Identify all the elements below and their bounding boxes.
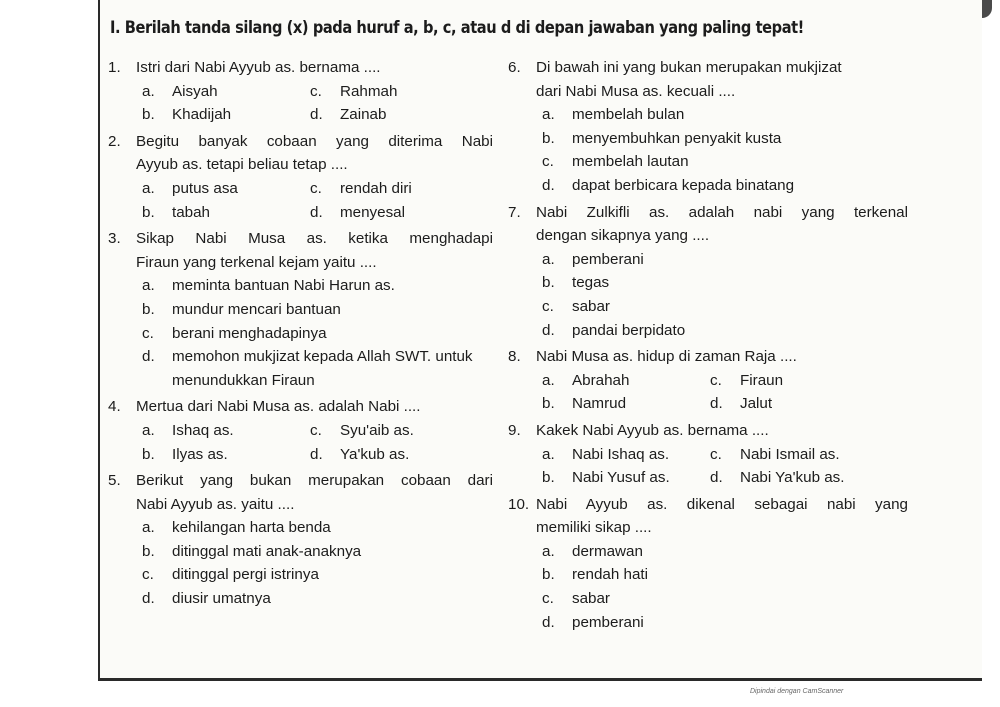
option-text: berani menghadapinya [172,324,327,342]
option-b[interactable] [142,298,493,322]
options [108,419,493,466]
option-letter: d. [710,469,723,487]
option-letter: a. [542,371,555,389]
option-letter: a. [142,277,155,295]
option-letter: c. [542,590,554,608]
question-number: 5. [108,472,121,490]
option-a[interactable] [142,177,310,201]
options [508,540,908,634]
option-text: diusir umatnya [172,590,271,608]
option-a[interactable] [542,443,710,467]
question-7 [508,201,908,343]
option-text: Nabi Yusuf as. [572,469,670,487]
options [508,248,908,342]
option-letter: a. [542,106,555,124]
option-text: Zainab [340,106,387,124]
option-text: Namrud [572,395,627,413]
option-text: Ishaq as. [172,421,234,439]
option-letter: d. [310,106,323,124]
right-question-column [508,56,908,634]
option-c[interactable] [142,563,493,587]
option-letter: d. [542,176,555,194]
option-text: sabar [572,297,610,315]
question-text: Nabi Musa as. hidup di zaman Raja .... [536,348,797,366]
option-letter: a. [142,421,155,439]
option-b[interactable] [142,201,310,225]
option-letter: b. [542,469,555,487]
option-letter: d. [710,395,723,413]
option-b[interactable] [542,271,908,295]
option-letter: a. [542,445,555,463]
option-text: Nabi Ya'kub as. [740,469,845,487]
option-c[interactable] [710,443,908,467]
question-text: Di bawah ini yang bukan merupakan mukjizat [536,59,842,76]
option-b[interactable] [542,563,908,587]
option-a[interactable] [142,80,310,104]
option-letter: a. [542,250,555,268]
question-5 [108,469,493,611]
option-text: Khadijah [172,106,232,124]
question-number: 10. [508,495,530,513]
option-b[interactable] [142,443,310,467]
question-10 [508,493,908,635]
option-text: Rahmah [340,82,398,100]
option-letter: c. [142,566,154,584]
option-c[interactable] [310,419,493,443]
question-number: 7. [508,203,521,221]
options [108,177,493,224]
question-number: 3. [108,230,121,248]
option-letter: c. [710,445,722,463]
option-c[interactable] [542,295,908,319]
option-letter: b. [142,106,155,124]
question-number: 4. [108,398,121,416]
question-text: Mertua dari Nabi Musa as. adalah Nabi .... [136,398,421,416]
option-letter: a. [142,179,155,197]
option-text: tegas [572,274,610,292]
option-text: pemberani [572,250,644,268]
option-letter: c. [542,297,554,315]
option-letter: d. [142,348,155,366]
option-text: Syu'aib as. [340,421,414,439]
question-number: 6. [508,59,521,76]
option-c[interactable] [542,587,908,611]
question-6 [508,56,908,198]
option-letter: b. [542,566,555,584]
option-d[interactable] [142,345,493,392]
question-text: Sikap Nabi Musa as. ketika menghadapi [136,230,493,248]
option-b[interactable] [542,466,710,490]
option-letter: d. [310,203,323,221]
option-text: putus asa [172,179,238,197]
option-b[interactable] [542,392,710,416]
option-text: membelah lautan [572,153,689,171]
option-letter: b. [542,274,555,292]
option-text: Ya'kub as. [340,445,410,463]
left-question-column [108,56,493,611]
option-letter: d. [142,590,155,608]
option-a[interactable] [542,540,908,564]
question-text-cont: Nabi Ayyub as. yaitu .... [136,495,295,513]
question-text: Kakek Nabi Ayyub as. bernama .... [536,421,769,439]
scanner-watermark: Dipindai dengan CamScanner [750,688,844,695]
question-text: Nabi Ayyub as. dikenal sebagai nabi yang [536,495,908,513]
question-3 [108,227,493,392]
option-letter: b. [142,542,155,560]
option-text: tabah [172,203,211,221]
option-a[interactable] [142,419,310,443]
option-d[interactable] [142,587,493,611]
question-1 [108,56,493,127]
options [508,103,908,197]
option-text: Jalut [740,395,773,413]
option-text: menyesal [340,203,405,221]
question-9 [508,419,908,490]
question-text: Istri dari Nabi Ayyub as. bernama .... [136,59,381,76]
option-b[interactable] [542,127,908,151]
question-2 [108,130,493,224]
option-letter: a. [142,82,155,100]
option-d[interactable] [310,201,493,225]
option-letter: c. [142,324,154,342]
option-letter: d. [542,613,555,631]
option-text: ditinggal mati anak-anaknya [172,542,362,560]
option-c[interactable] [542,150,908,174]
option-text: kehilangan harta benda [172,519,331,537]
question-text-cont: memiliki sikap .... [536,519,652,537]
option-letter: b. [142,445,155,463]
option-text: meminta bantuan Nabi Harun as. [172,277,395,295]
question-number: 2. [108,132,121,150]
option-text: sabar [572,590,610,608]
option-text: Nabi Ishaq as. [572,445,670,463]
option-text: pandai berpidato [572,321,686,339]
option-text: menyembuhkan penyakit kusta [572,129,782,147]
option-a[interactable] [542,369,710,393]
option-text: Aisyah [172,82,218,100]
option-text: membelah bulan [572,106,685,124]
option-text: rendah hati [572,566,648,584]
option-text: pemberani [572,613,644,631]
question-4 [108,395,493,466]
option-text: Abrahah [572,371,630,389]
option-letter: b. [142,203,155,221]
option-letter: b. [142,300,155,318]
option-a[interactable] [142,516,493,540]
option-letter: c. [710,371,722,389]
option-text: ditinggal pergi istrinya [172,566,319,584]
option-letter: c. [542,153,554,171]
option-letter: a. [542,542,555,560]
option-text: mundur mencari bantuan [172,300,341,318]
option-letter: b. [542,395,555,413]
option-text: Firaun [740,371,784,389]
option-letter: c. [310,421,322,439]
option-letter: c. [310,82,322,100]
option-a[interactable] [142,274,493,298]
option-letter: d. [542,321,555,339]
option-text: Ilyas as. [172,445,228,463]
option-b[interactable] [142,103,310,127]
question-text: Berikut yang bukan merupakan cobaan dari [136,472,493,490]
option-letter: b. [542,129,555,147]
option-c[interactable] [310,80,493,104]
option-letter: a. [142,519,155,537]
option-d[interactable] [542,174,908,198]
question-text: Nabi Zulkifli as. adalah nabi yang terkenal [536,203,908,221]
options [508,369,908,416]
option-a[interactable] [542,248,908,272]
option-text: memohon mukjizat kepada Allah SWT. untuk menundukkan Firaun [172,348,473,389]
question-8 [508,345,908,416]
options [108,516,493,610]
option-d[interactable] [542,611,908,635]
option-b[interactable] [142,540,493,564]
question-text-cont: Ayyub as. tetapi beliau tetap .... [136,156,348,174]
option-c[interactable] [142,322,493,346]
question-number: 1. [108,59,121,76]
page-bottom-edge [98,678,982,681]
option-d[interactable] [310,443,493,467]
option-d[interactable] [710,392,908,416]
instruction-heading: I. Berilah tanda silang (x) pada huruf a, b, c, atau d di depan jawaban yang paling tepat! [110,18,804,38]
question-text-cont: Firaun yang terkenal kejam yaitu .... [136,253,377,271]
option-d[interactable] [710,466,908,490]
option-text: Nabi Ismail as. [740,445,840,463]
option-c[interactable] [710,369,908,393]
option-text: dermawan [572,542,643,560]
options [108,274,493,392]
question-text: Begitu banyak cobaan yang diterima Nabi [136,132,493,150]
option-a[interactable] [542,103,908,127]
question-number: 9. [508,421,521,439]
option-d[interactable] [542,319,908,343]
options [108,80,493,127]
options [508,443,908,490]
option-letter: c. [310,179,322,197]
option-d[interactable] [310,103,493,127]
question-text-cont: dengan sikapnya yang .... [536,227,710,245]
question-number: 8. [508,348,521,366]
option-text: dapat berbicara kepada binatang [572,176,795,194]
option-c[interactable] [310,177,493,201]
question-text-cont: dari Nabi Musa as. kecuali .... [536,82,736,100]
option-text: rendah diri [340,179,412,197]
option-letter: d. [310,445,323,463]
